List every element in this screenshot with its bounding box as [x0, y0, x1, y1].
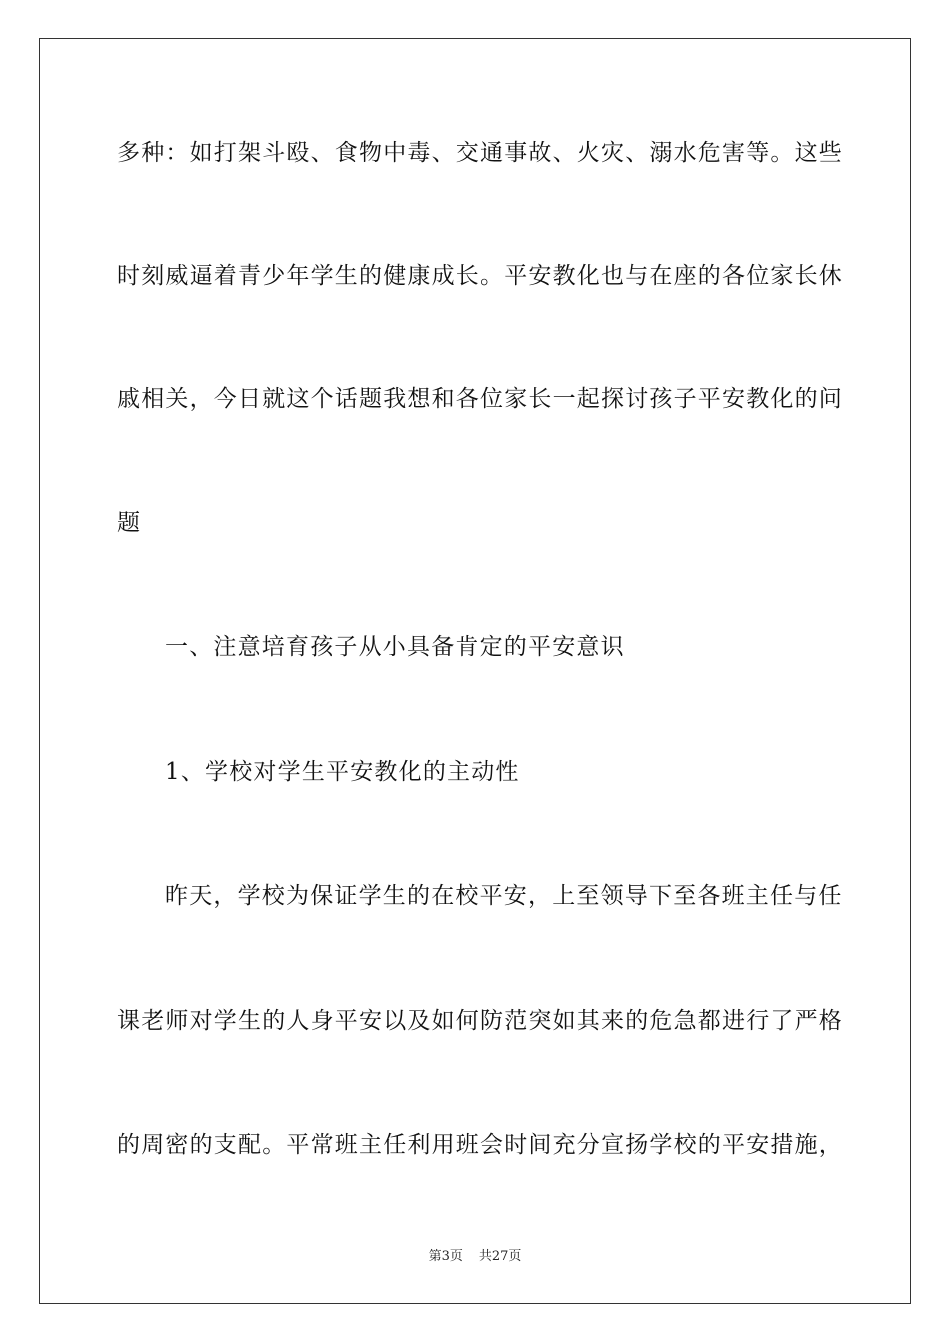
body-text-line: 题 [117, 510, 142, 536]
body-text-line: 多种：如打架斗殴、食物中毒、交通事故、火灾、溺水危害等。这些 [117, 140, 843, 166]
body-text-line: 戚相关，今日就这个话题我想和各位家长一起探讨孩子平安教化的问 [117, 386, 843, 412]
page-footer [0, 1248, 950, 1266]
body-text-line: 课老师对学生的人身平安以及如何防范突如其来的危急都进行了严格 [117, 1008, 843, 1034]
page-number: 第3页 [428, 1249, 463, 1264]
body-text-line: 的周密的支配。平常班主任利用班会时间充分宣扬学校的平安措施， [117, 1132, 843, 1158]
page-border [39, 38, 911, 1304]
page-total: 共27页 [478, 1249, 522, 1264]
body-text-line: 昨天，学校为保证学生的在校平安，上至领导下至各班主任与任 [165, 883, 843, 909]
subsection-heading: 1、学校对学生平安教化的主动性 [165, 759, 520, 785]
body-text-line: 时刻威逼着青少年学生的健康成长。平安教化也与在座的各位家长休 [117, 263, 843, 289]
section-heading: 一、注意培育孩子从小具备肯定的平安意识 [165, 634, 625, 660]
